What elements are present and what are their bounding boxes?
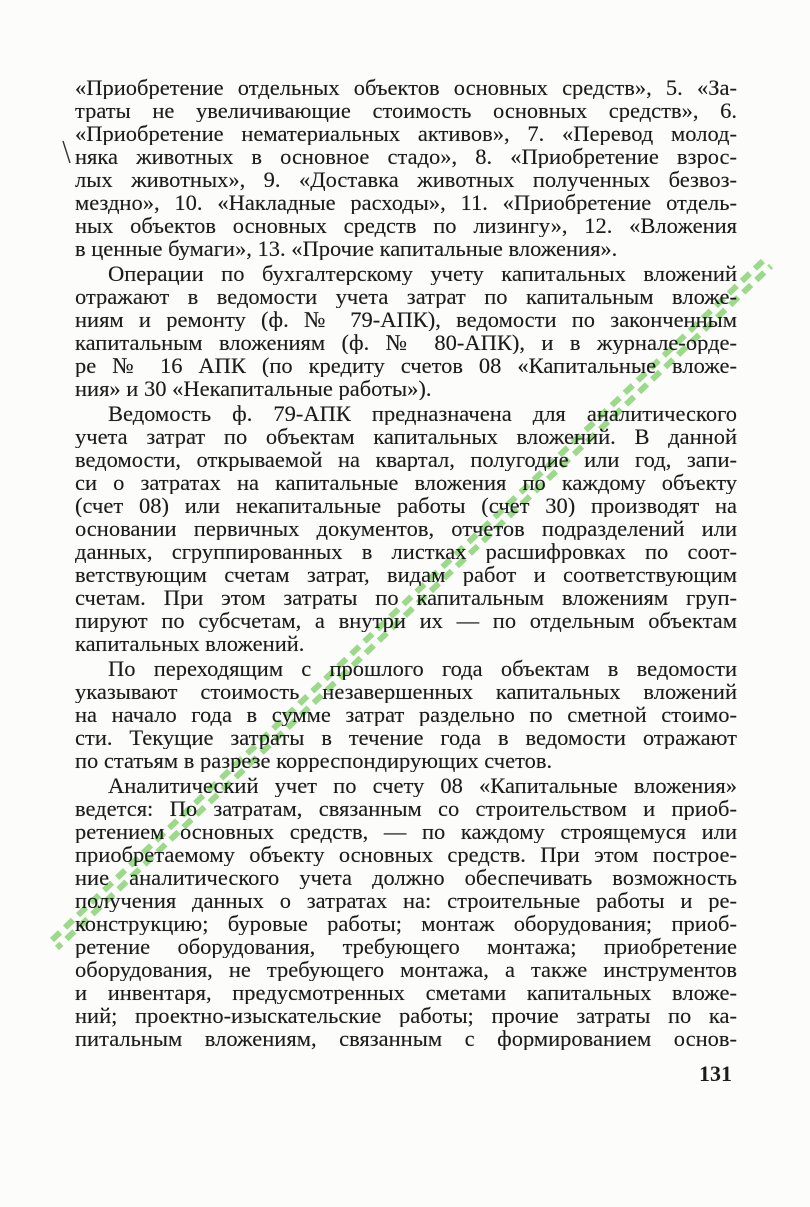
text-line: оборудования, не требующего монтажа, а также инструментов (75, 958, 737, 981)
text-line: ния» и 30 «Некапитальные работы»). (75, 377, 432, 400)
text-line: ведется: По затратам, связанным со строительством и приоб- (75, 797, 737, 820)
text-line: основании первичных документов, отчетов подразделений или (75, 517, 737, 540)
text-line: Аналитический учет по счету 08 «Капитальные вложения» (108, 774, 737, 797)
page-number: 131 (699, 1061, 732, 1086)
text-line: по статьям в разрезе корреспондирующих счетов. (75, 749, 553, 772)
text-line: учета затрат по объектам капитальных вложений. В данной (75, 425, 737, 448)
text-line: По переходящим с прошлого года объектам в ведомости (108, 657, 737, 680)
text-line: ние аналитического учета должно обеспечивать возможность (75, 866, 737, 889)
text-line: ретение оборудования, требующего монтажа; приобретение (75, 935, 737, 958)
paragraph-1 (75, 76, 737, 260)
text-line: ных объектов основных средств по лизингу», 12. «Вложения (75, 214, 737, 237)
paragraph-5 (75, 774, 737, 1050)
text-line: отражают в ведомости учета затрат по капитальным вложе- (75, 285, 737, 308)
text-line: траты не увеличивающие стоимость основных средств», 6. (75, 99, 737, 122)
text-line: мездно», 10. «Накладные расходы», 11. «Приобретение отдель- (75, 191, 737, 214)
paragraph-3 (75, 402, 737, 655)
text-line: Операции по бухгалтерскому учету капитальных вложений (108, 262, 737, 285)
text-line: пируют по субсчетам, а внутри их — по отдельным объектам (75, 609, 737, 632)
text-line: в ценные бумаги», 13. «Прочие капитальные вложения». (75, 237, 618, 260)
text-line: ний; проектно-изыскательские работы; прочие затраты по ка- (75, 1004, 737, 1027)
text-line: данных, сгруппированных в листках расшифровках по соот- (75, 540, 737, 563)
paragraph-2 (75, 262, 737, 400)
text-line: лых животных», 9. «Доставка животных полученных безвоз- (75, 168, 737, 191)
text-line: получения данных о затратах на: строительные работы и ре- (75, 889, 737, 912)
text-line: приобретаемому объекту основных средств. При этом построе- (75, 843, 737, 866)
text-line: ре № 16 АПК (по кредиту счетов 08 «Капитальные вложе- (75, 354, 737, 377)
text-line: на начало года в сумме затрат раздельно по сметной стоимо- (75, 703, 737, 726)
text-line: ветствующим счетам затрат, видам работ и соответствующим (75, 563, 737, 586)
text-line: и инвентаря, предусмотренных сметами капитальных вложе- (75, 981, 737, 1004)
text-line: «Приобретение нематериальных активов», 7. «Перевод молод- (75, 122, 737, 145)
text-line: няка животных в основное стадо», 8. «Приобретение взрос- (75, 145, 737, 168)
paragraph-4 (75, 657, 737, 772)
text-line: си о затратах на капитальные вложения по каждому объекту (75, 471, 737, 494)
text-line: капитальных вложений. (75, 632, 305, 655)
text-line: счетам. При этом затраты по капитальным вложениям груп- (75, 586, 737, 609)
scan-mark (63, 141, 70, 163)
text-line: указывают стоимость незавершенных капитальных вложений (75, 680, 737, 703)
text-line: питальным вложениям, связанным с формированием основ- (75, 1027, 737, 1050)
text-line: Ведомость ф. 79-АПК предназначена для аналитического (108, 402, 737, 425)
text-line: ретением основных средств, — по каждому строящемуся или (75, 820, 737, 843)
text-line: «Приобретение отдельных объектов основных средств», 5. «За- (75, 76, 737, 99)
text-line: сти. Текущие затраты в течение года в ведомости отражают (75, 726, 737, 749)
text-line: конструкцию; буровые работы; монтаж оборудования; приоб- (75, 912, 737, 935)
text-line: ниям и ремонту (ф. № 79-АПК), ведомости по законченным (75, 308, 737, 331)
text-line: (счет 08) или некапитальные работы (счет 30) производят на (75, 494, 737, 517)
text-line: ведомости, открываемой на квартал, полугодие или год, запи- (75, 448, 737, 471)
body-text (75, 76, 737, 1050)
text-line: капитальным вложениям (ф. № 80-АПК), и в журнале-орде- (75, 331, 737, 354)
